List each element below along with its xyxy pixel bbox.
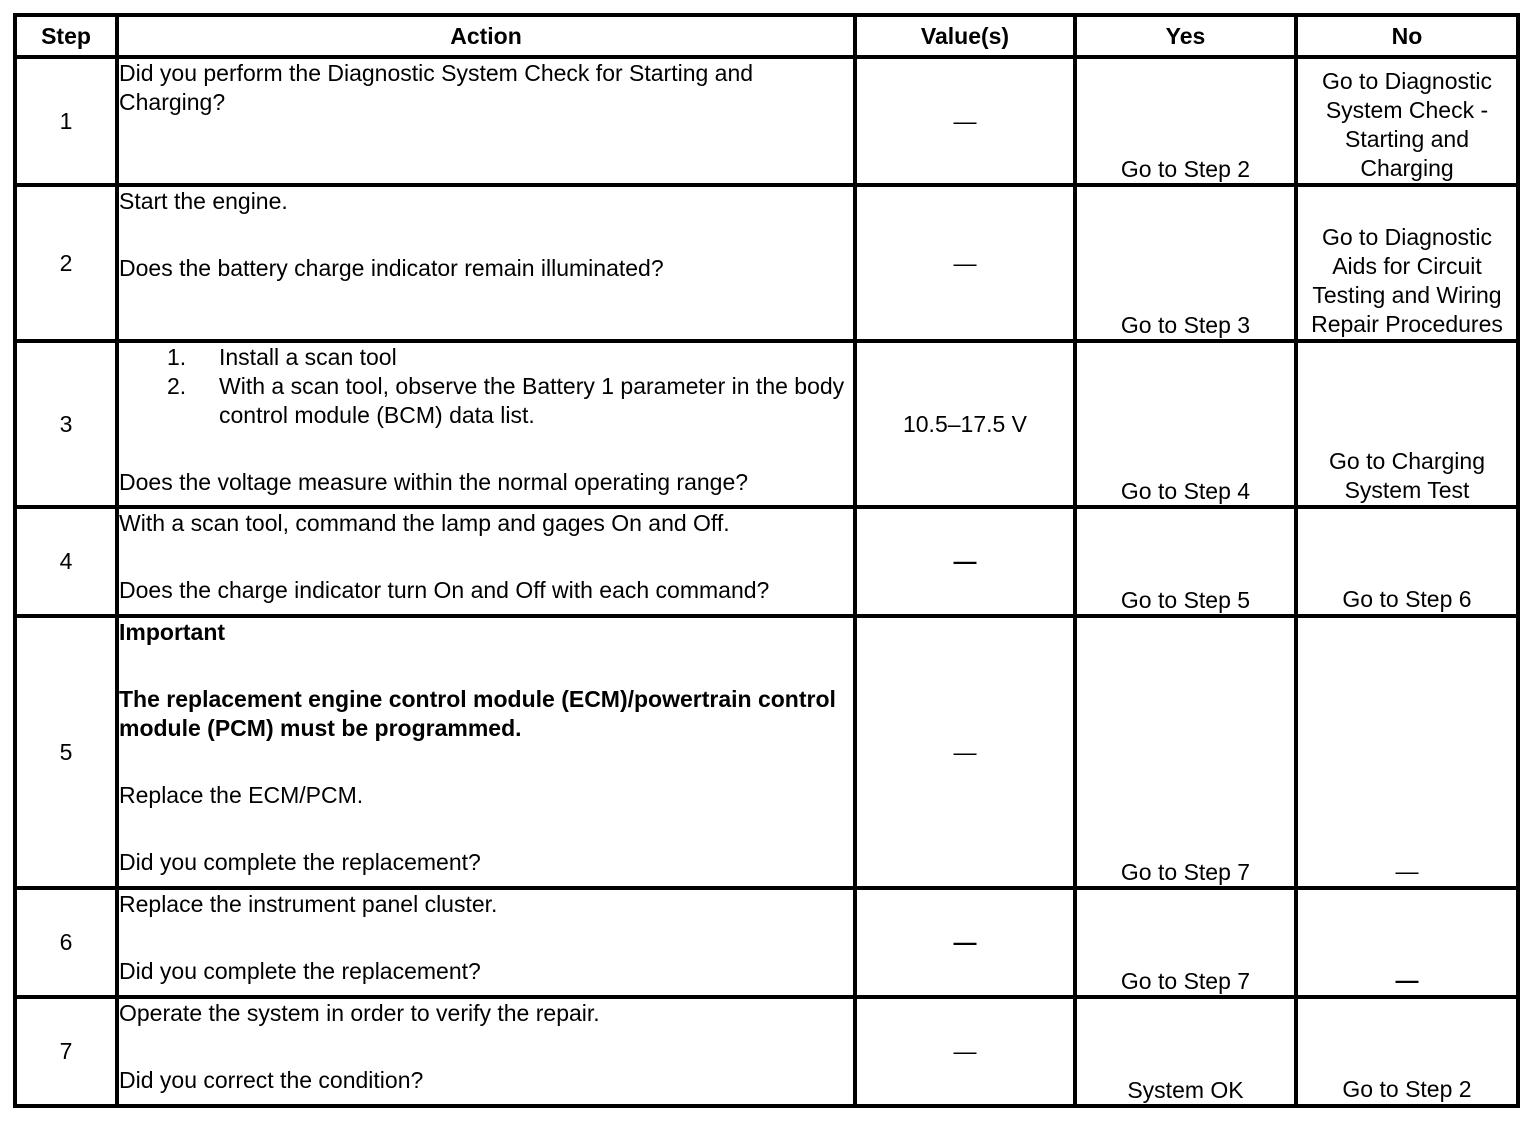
yes-cell: Go to Step 2	[1075, 57, 1296, 185]
no-cell: Go to Diagnostic Aids for Circuit Testing and Wiring Repair Procedures	[1296, 185, 1518, 341]
step-number: 1	[15, 57, 117, 185]
yes-cell: System OK	[1075, 997, 1296, 1106]
action-question: Did you complete the replacement?	[119, 849, 481, 875]
step-number: 7	[15, 997, 117, 1106]
yes-cell: Go to Step 7	[1075, 616, 1296, 888]
list-item-text: Install a scan tool	[219, 344, 397, 370]
table-row	[15, 185, 1518, 341]
header-no: No	[1296, 15, 1518, 57]
important-heading: Important	[119, 619, 226, 645]
important-notice: The replacement engine control module (ECM)/powertrain control module (PCM) must be programmed.	[119, 686, 836, 741]
value-cell: —	[855, 888, 1075, 997]
no-cell: Go to Diagnostic System Check - Starting and Charging	[1296, 57, 1518, 185]
no-cell: —	[1296, 616, 1518, 888]
list-item-number: 1.	[167, 344, 187, 370]
list-item	[167, 343, 853, 372]
action-question: Does the voltage measure within the normal operating range?	[119, 469, 749, 495]
header-step: Step	[15, 15, 117, 57]
action-cell	[117, 997, 855, 1106]
step-number: 2	[15, 185, 117, 341]
no-cell: Go to Step 6	[1296, 507, 1518, 616]
action-cell	[117, 616, 855, 888]
header-row	[15, 15, 1518, 57]
action-instruction: Operate the system in order to verify the repair.	[119, 1000, 600, 1026]
action-question: Does the battery charge indicator remain illuminated?	[119, 255, 664, 281]
header-yes: Yes	[1075, 15, 1296, 57]
diagnostic-table	[13, 13, 1520, 1108]
yes-cell: Go to Step 5	[1075, 507, 1296, 616]
yes-cell: Go to Step 3	[1075, 185, 1296, 341]
value-cell: —	[855, 616, 1075, 888]
action-question: Did you correct the condition?	[119, 1067, 424, 1093]
no-cell: Go to Charging System Test	[1296, 341, 1518, 507]
value-cell: 10.5–17.5 V	[855, 341, 1075, 507]
step-number: 5	[15, 616, 117, 888]
procedure-list	[119, 343, 853, 430]
list-item	[167, 372, 853, 430]
list-item-text: With a scan tool, observe the Battery 1 parameter in the body control module (BCM) data list.	[219, 373, 845, 428]
value-cell: —	[855, 507, 1075, 616]
value-cell: —	[855, 185, 1075, 341]
value-cell: —	[855, 57, 1075, 185]
table-row	[15, 507, 1518, 616]
no-cell: Go to Step 2	[1296, 997, 1518, 1106]
action-cell	[117, 507, 855, 616]
action-instruction: With a scan tool, command the lamp and gages On and Off.	[119, 510, 730, 536]
table-row	[15, 57, 1518, 185]
list-item-number: 2.	[167, 373, 187, 399]
value-cell: —	[855, 997, 1075, 1106]
step-number: 4	[15, 507, 117, 616]
action-instruction: Start the engine.	[119, 188, 288, 214]
table-row	[15, 616, 1518, 888]
action-question: Did you perform the Diagnostic System Check for Starting and Charging?	[119, 60, 754, 115]
table-row	[15, 341, 1518, 507]
yes-cell: Go to Step 7	[1075, 888, 1296, 997]
step-number: 6	[15, 888, 117, 997]
action-cell	[117, 888, 855, 997]
header-action: Action	[117, 15, 855, 57]
action-question: Did you complete the replacement?	[119, 958, 481, 984]
table-row	[15, 997, 1518, 1106]
header-values: Value(s)	[855, 15, 1075, 57]
action-cell	[117, 341, 855, 507]
action-cell	[117, 185, 855, 341]
action-instruction: Replace the ECM/PCM.	[119, 782, 364, 808]
action-cell	[117, 57, 855, 185]
yes-cell: Go to Step 4	[1075, 341, 1296, 507]
step-number: 3	[15, 341, 117, 507]
action-question: Does the charge indicator turn On and Off with each command?	[119, 577, 770, 603]
action-instruction: Replace the instrument panel cluster.	[119, 891, 498, 917]
no-cell: —	[1296, 888, 1518, 997]
table-row	[15, 888, 1518, 997]
